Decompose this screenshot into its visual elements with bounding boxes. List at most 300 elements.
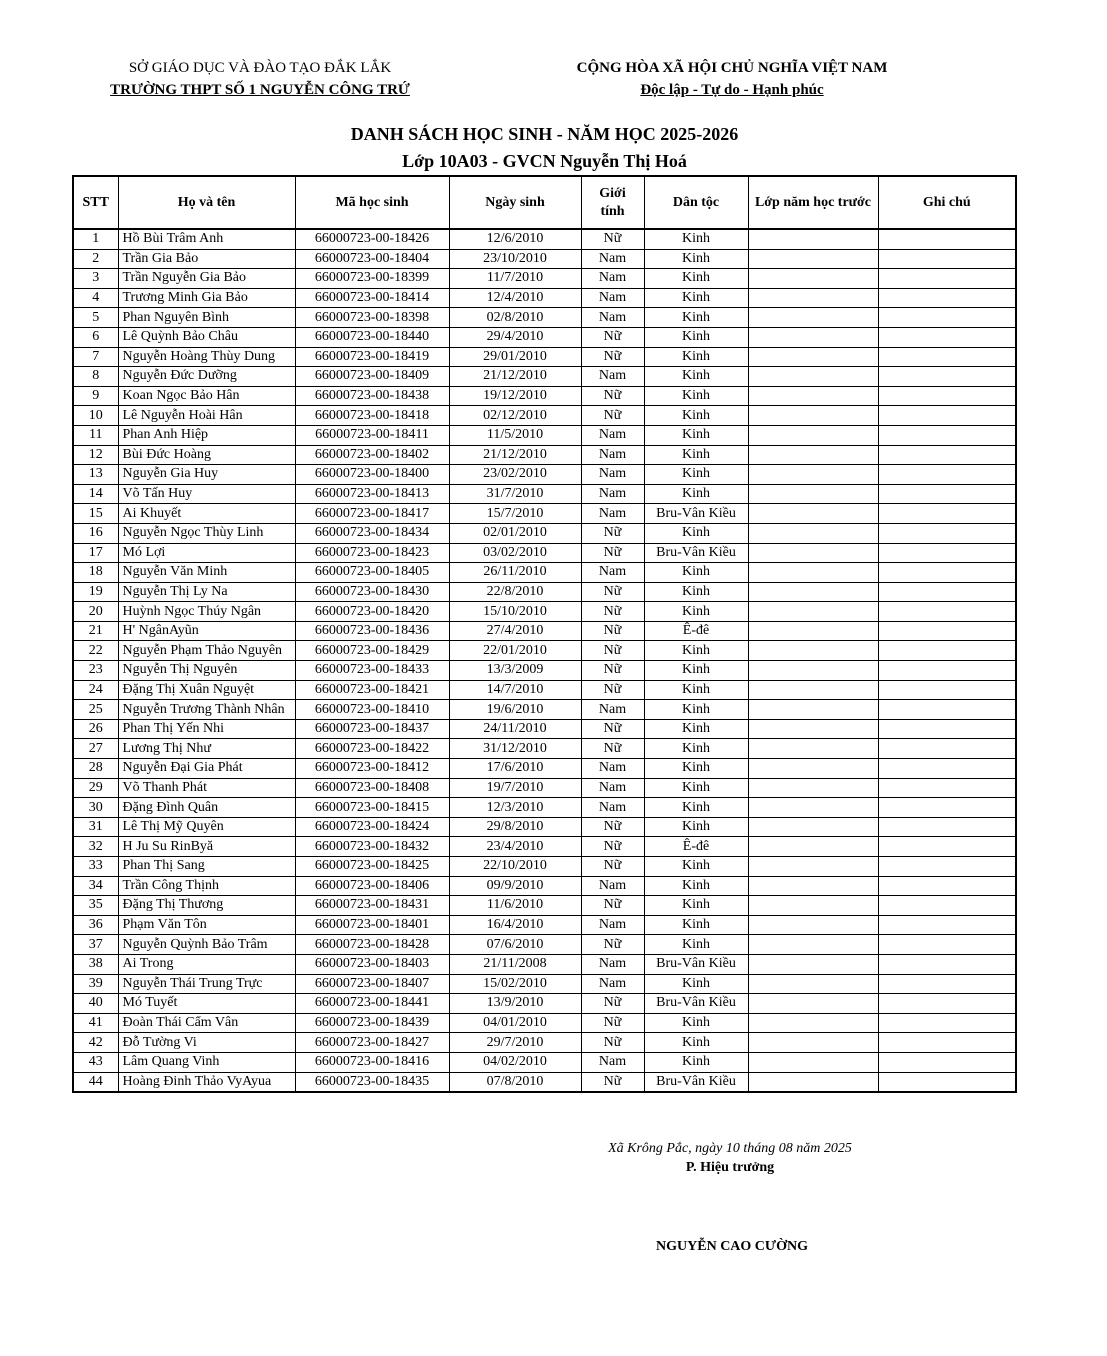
cell-birth-date: 29/7/2010 (449, 1033, 581, 1053)
table-row (73, 563, 1016, 583)
cell-ethnicity: Kinh (644, 327, 748, 347)
cell-student-code: 66000723-00-18399 (295, 269, 449, 289)
cell-student-code: 66000723-00-18441 (295, 994, 449, 1014)
table-row (73, 543, 1016, 563)
cell-student-code: 66000723-00-18419 (295, 347, 449, 367)
cell-previous-class (748, 367, 878, 387)
cell-gender: Nữ (581, 719, 644, 739)
cell-stt: 16 (73, 523, 118, 543)
cell-previous-class (748, 1013, 878, 1033)
cell-student-code: 66000723-00-18417 (295, 504, 449, 524)
cell-previous-class (748, 484, 878, 504)
cell-gender: Nam (581, 504, 644, 524)
cell-note (878, 798, 1016, 818)
cell-gender: Nữ (581, 386, 644, 406)
cell-full-name: Trần Công Thịnh (118, 876, 295, 896)
cell-ethnicity: Kinh (644, 817, 748, 837)
cell-previous-class (748, 1072, 878, 1092)
cell-full-name: Võ Tấn Huy (118, 484, 295, 504)
cell-birth-date: 11/7/2010 (449, 269, 581, 289)
cell-full-name: Nguyễn Thị Ly Na (118, 582, 295, 602)
cell-previous-class (748, 954, 878, 974)
cell-ethnicity: Kinh (644, 719, 748, 739)
cell-stt: 6 (73, 327, 118, 347)
table-row (73, 719, 1016, 739)
cell-student-code: 66000723-00-18407 (295, 974, 449, 994)
cell-note (878, 563, 1016, 583)
cell-student-code: 66000723-00-18410 (295, 700, 449, 720)
cell-gender: Nam (581, 798, 644, 818)
cell-note (878, 876, 1016, 896)
motto-line: Độc lập - Tự do - Hạnh phúc (640, 82, 824, 98)
cell-full-name: Nguyễn Phạm Thảo Nguyên (118, 641, 295, 661)
cell-full-name: Trần Nguyễn Gia Bảo (118, 269, 295, 289)
cell-gender: Nữ (581, 582, 644, 602)
col-header-previous-class: Lớp năm học trước (748, 176, 878, 229)
cell-full-name: Lương Thị Như (118, 739, 295, 759)
cell-birth-date: 19/7/2010 (449, 778, 581, 798)
cell-previous-class (748, 798, 878, 818)
cell-birth-date: 12/4/2010 (449, 288, 581, 308)
table-row (73, 504, 1016, 524)
cell-note (878, 954, 1016, 974)
cell-ethnicity: Bru-Vân Kiều (644, 954, 748, 974)
cell-gender: Nam (581, 367, 644, 387)
table-row (73, 582, 1016, 602)
cell-student-code: 66000723-00-18403 (295, 954, 449, 974)
cell-note (878, 367, 1016, 387)
cell-student-code: 66000723-00-18411 (295, 425, 449, 445)
table-row (73, 484, 1016, 504)
cell-gender: Nữ (581, 229, 644, 249)
cell-previous-class (748, 974, 878, 994)
cell-stt: 19 (73, 582, 118, 602)
cell-birth-date: 14/7/2010 (449, 680, 581, 700)
cell-birth-date: 15/7/2010 (449, 504, 581, 524)
cell-stt: 28 (73, 759, 118, 779)
cell-stt: 11 (73, 425, 118, 445)
cell-full-name: Nguyễn Thị Nguyên (118, 661, 295, 681)
cell-student-code: 66000723-00-18430 (295, 582, 449, 602)
cell-ethnicity: Kinh (644, 915, 748, 935)
cell-previous-class (748, 308, 878, 328)
cell-note (878, 582, 1016, 602)
cell-previous-class (748, 465, 878, 485)
country-name: CỘNG HÒA XÃ HỘI CHỦ NGHĨA VIỆT NAM (576, 60, 888, 76)
cell-birth-date: 23/4/2010 (449, 837, 581, 857)
col-header-birth-date: Ngày sinh (449, 176, 581, 229)
cell-previous-class (748, 935, 878, 955)
cell-full-name: Nguyễn Đức Dưỡng (118, 367, 295, 387)
cell-student-code: 66000723-00-18436 (295, 621, 449, 641)
cell-birth-date: 02/12/2010 (449, 406, 581, 426)
cell-previous-class (748, 641, 878, 661)
cell-ethnicity: Kinh (644, 308, 748, 328)
cell-stt: 13 (73, 465, 118, 485)
cell-previous-class (748, 386, 878, 406)
cell-note (878, 249, 1016, 269)
cell-full-name: Phan Thị Sang (118, 857, 295, 877)
cell-student-code: 66000723-00-18398 (295, 308, 449, 328)
cell-stt: 2 (73, 249, 118, 269)
cell-full-name: Đặng Đình Quân (118, 798, 295, 818)
cell-birth-date: 29/01/2010 (449, 347, 581, 367)
table-row (73, 602, 1016, 622)
national-motto (532, 57, 932, 101)
cell-gender: Nữ (581, 641, 644, 661)
cell-ethnicity: Bru-Vân Kiều (644, 504, 748, 524)
cell-student-code: 66000723-00-18439 (295, 1013, 449, 1033)
cell-note (878, 817, 1016, 837)
cell-gender: Nữ (581, 661, 644, 681)
cell-previous-class (748, 876, 878, 896)
cell-student-code: 66000723-00-18404 (295, 249, 449, 269)
cell-birth-date: 11/6/2010 (449, 896, 581, 916)
cell-stt: 37 (73, 935, 118, 955)
table-row (73, 1033, 1016, 1053)
cell-stt: 15 (73, 504, 118, 524)
cell-ethnicity: Kinh (644, 347, 748, 367)
cell-gender: Nam (581, 915, 644, 935)
cell-full-name: Đặng Thị Thương (118, 896, 295, 916)
cell-ethnicity: Kinh (644, 700, 748, 720)
cell-ethnicity: Kinh (644, 896, 748, 916)
cell-previous-class (748, 1052, 878, 1072)
cell-ethnicity: Kinh (644, 523, 748, 543)
table-row (73, 523, 1016, 543)
cell-birth-date: 12/3/2010 (449, 798, 581, 818)
cell-previous-class (748, 759, 878, 779)
cell-ethnicity: Kinh (644, 406, 748, 426)
cell-full-name: Mó Tuyết (118, 994, 295, 1014)
cell-previous-class (748, 523, 878, 543)
cell-gender: Nữ (581, 935, 644, 955)
table-row (73, 857, 1016, 877)
cell-stt: 1 (73, 229, 118, 249)
cell-student-code: 66000723-00-18434 (295, 523, 449, 543)
cell-ethnicity: Kinh (644, 249, 748, 269)
table-row (73, 621, 1016, 641)
cell-previous-class (748, 406, 878, 426)
cell-note (878, 484, 1016, 504)
cell-ethnicity: Kinh (644, 680, 748, 700)
cell-note (878, 386, 1016, 406)
cell-note (878, 1033, 1016, 1053)
table-row (73, 778, 1016, 798)
cell-note (878, 347, 1016, 367)
cell-previous-class (748, 915, 878, 935)
cell-gender: Nữ (581, 680, 644, 700)
cell-stt: 20 (73, 602, 118, 622)
cell-student-code: 66000723-00-18400 (295, 465, 449, 485)
cell-full-name: Đỗ Tường Vi (118, 1033, 295, 1053)
cell-student-code: 66000723-00-18406 (295, 876, 449, 896)
cell-gender: Nữ (581, 621, 644, 641)
cell-birth-date: 22/01/2010 (449, 641, 581, 661)
cell-previous-class (748, 269, 878, 289)
table-row (73, 249, 1016, 269)
cell-birth-date: 02/8/2010 (449, 308, 581, 328)
cell-gender: Nam (581, 484, 644, 504)
table-body (73, 229, 1016, 1092)
cell-stt: 9 (73, 386, 118, 406)
table-row (73, 935, 1016, 955)
cell-ethnicity: Kinh (644, 425, 748, 445)
cell-previous-class (748, 425, 878, 445)
cell-student-code: 66000723-00-18433 (295, 661, 449, 681)
cell-full-name: Trần Gia Bảo (118, 249, 295, 269)
table-row (73, 425, 1016, 445)
cell-stt: 22 (73, 641, 118, 661)
cell-note (878, 1052, 1016, 1072)
cell-ethnicity: Kinh (644, 484, 748, 504)
table-row (73, 347, 1016, 367)
cell-student-code: 66000723-00-18408 (295, 778, 449, 798)
cell-note (878, 700, 1016, 720)
cell-full-name: Đoàn Thái Cẩm Vân (118, 1013, 295, 1033)
cell-full-name: Mó Lợi (118, 543, 295, 563)
cell-ethnicity: Kinh (644, 563, 748, 583)
cell-birth-date: 22/8/2010 (449, 582, 581, 602)
cell-previous-class (748, 445, 878, 465)
table-row (73, 1052, 1016, 1072)
cell-previous-class (748, 739, 878, 759)
cell-ethnicity: Kinh (644, 367, 748, 387)
col-header-ethnicity: Dân tộc (644, 176, 748, 229)
cell-ethnicity: Kinh (644, 582, 748, 602)
cell-ethnicity: Kinh (644, 288, 748, 308)
cell-student-code: 66000723-00-18420 (295, 602, 449, 622)
cell-birth-date: 02/01/2010 (449, 523, 581, 543)
cell-stt: 27 (73, 739, 118, 759)
cell-birth-date: 23/10/2010 (449, 249, 581, 269)
cell-stt: 4 (73, 288, 118, 308)
cell-student-code: 66000723-00-18402 (295, 445, 449, 465)
cell-stt: 43 (73, 1052, 118, 1072)
table-row (73, 759, 1016, 779)
cell-birth-date: 19/12/2010 (449, 386, 581, 406)
cell-note (878, 504, 1016, 524)
cell-birth-date: 04/01/2010 (449, 1013, 581, 1033)
cell-birth-date: 31/7/2010 (449, 484, 581, 504)
cell-stt: 14 (73, 484, 118, 504)
table-row (73, 1013, 1016, 1033)
cell-stt: 25 (73, 700, 118, 720)
cell-note (878, 269, 1016, 289)
cell-birth-date: 19/6/2010 (449, 700, 581, 720)
cell-full-name: Hồ Bùi Trâm Anh (118, 229, 295, 249)
student-table (72, 175, 1017, 1093)
cell-birth-date: 15/02/2010 (449, 974, 581, 994)
cell-note (878, 759, 1016, 779)
cell-birth-date: 21/12/2010 (449, 445, 581, 465)
cell-stt: 30 (73, 798, 118, 818)
cell-gender: Nam (581, 563, 644, 583)
cell-full-name: Lê Thị Mỹ Quyên (118, 817, 295, 837)
cell-birth-date: 22/10/2010 (449, 857, 581, 877)
cell-ethnicity: Kinh (644, 876, 748, 896)
cell-note (878, 680, 1016, 700)
cell-note (878, 288, 1016, 308)
cell-student-code: 66000723-00-18401 (295, 915, 449, 935)
cell-full-name: Nguyễn Trương Thành Nhân (118, 700, 295, 720)
cell-ethnicity: Kinh (644, 445, 748, 465)
table-row (73, 386, 1016, 406)
cell-previous-class (748, 700, 878, 720)
cell-note (878, 465, 1016, 485)
cell-birth-date: 29/8/2010 (449, 817, 581, 837)
table-row (73, 1072, 1016, 1092)
cell-student-code: 66000723-00-18414 (295, 288, 449, 308)
table-row (73, 641, 1016, 661)
cell-previous-class (748, 857, 878, 877)
cell-student-code: 66000723-00-18405 (295, 563, 449, 583)
cell-birth-date: 09/9/2010 (449, 876, 581, 896)
cell-stt: 26 (73, 719, 118, 739)
cell-student-code: 66000723-00-18426 (295, 229, 449, 249)
cell-ethnicity: Ê-đê (644, 621, 748, 641)
cell-note (878, 523, 1016, 543)
cell-birth-date: 13/9/2010 (449, 994, 581, 1014)
cell-ethnicity: Kinh (644, 1033, 748, 1053)
cell-birth-date: 17/6/2010 (449, 759, 581, 779)
cell-student-code: 66000723-00-18409 (295, 367, 449, 387)
cell-note (878, 915, 1016, 935)
cell-full-name: Phạm Văn Tôn (118, 915, 295, 935)
cell-full-name: Nguyễn Thái Trung Trực (118, 974, 295, 994)
cell-stt: 34 (73, 876, 118, 896)
cell-student-code: 66000723-00-18432 (295, 837, 449, 857)
cell-note (878, 602, 1016, 622)
cell-note (878, 445, 1016, 465)
cell-ethnicity: Kinh (644, 974, 748, 994)
cell-gender: Nữ (581, 896, 644, 916)
cell-birth-date: 16/4/2010 (449, 915, 581, 935)
cell-gender: Nữ (581, 347, 644, 367)
table-row (73, 288, 1016, 308)
cell-gender: Nam (581, 974, 644, 994)
cell-note (878, 974, 1016, 994)
cell-student-code: 66000723-00-18418 (295, 406, 449, 426)
cell-stt: 17 (73, 543, 118, 563)
cell-birth-date: 12/6/2010 (449, 229, 581, 249)
cell-note (878, 719, 1016, 739)
cell-student-code: 66000723-00-18415 (295, 798, 449, 818)
cell-note (878, 994, 1016, 1014)
cell-note (878, 857, 1016, 877)
cell-full-name: Nguyễn Quỳnh Bảo Trâm (118, 935, 295, 955)
cell-full-name: Nguyễn Gia Huy (118, 465, 295, 485)
cell-gender: Nữ (581, 1072, 644, 1092)
cell-full-name: Đặng Thị Xuân Nguyệt (118, 680, 295, 700)
cell-birth-date: 26/11/2010 (449, 563, 581, 583)
cell-previous-class (748, 661, 878, 681)
cell-gender: Nam (581, 445, 644, 465)
col-header-student-code: Mã học sinh (295, 176, 449, 229)
cell-stt: 35 (73, 896, 118, 916)
cell-note (878, 229, 1016, 249)
table-row (73, 327, 1016, 347)
cell-birth-date: 07/6/2010 (449, 935, 581, 955)
cell-student-code: 66000723-00-18438 (295, 386, 449, 406)
col-header-stt: STT (73, 176, 118, 229)
cell-gender: Nữ (581, 406, 644, 426)
issuing-authority (60, 57, 460, 101)
cell-full-name: Ai Khuyết (118, 504, 295, 524)
cell-ethnicity: Kinh (644, 778, 748, 798)
cell-ethnicity: Kinh (644, 661, 748, 681)
cell-ethnicity: Kinh (644, 1052, 748, 1072)
cell-ethnicity: Bru-Vân Kiều (644, 994, 748, 1014)
cell-ethnicity: Bru-Vân Kiều (644, 1072, 748, 1092)
cell-previous-class (748, 719, 878, 739)
cell-ethnicity: Kinh (644, 641, 748, 661)
signer-name: NGUYỄN CAO CƯỜNG (656, 1239, 808, 1254)
cell-birth-date: 21/11/2008 (449, 954, 581, 974)
cell-stt: 44 (73, 1072, 118, 1092)
cell-student-code: 66000723-00-18416 (295, 1052, 449, 1072)
cell-previous-class (748, 288, 878, 308)
cell-stt: 5 (73, 308, 118, 328)
cell-student-code: 66000723-00-18437 (295, 719, 449, 739)
cell-previous-class (748, 582, 878, 602)
cell-ethnicity: Kinh (644, 1013, 748, 1033)
class-subtitle: Lớp 10A03 - GVCN Nguyễn Thị Hoá (402, 151, 687, 171)
cell-gender: Nữ (581, 857, 644, 877)
cell-ethnicity: Kinh (644, 759, 748, 779)
cell-note (878, 661, 1016, 681)
cell-previous-class (748, 680, 878, 700)
cell-gender: Nam (581, 269, 644, 289)
school-name: TRƯỜNG THPT SỐ 1 NGUYỄN CÔNG TRỨ (110, 82, 410, 98)
cell-ethnicity: Kinh (644, 857, 748, 877)
cell-stt: 21 (73, 621, 118, 641)
table-row (73, 739, 1016, 759)
cell-note (878, 739, 1016, 759)
cell-stt: 12 (73, 445, 118, 465)
cell-ethnicity: Kinh (644, 602, 748, 622)
cell-student-code: 66000723-00-18421 (295, 680, 449, 700)
cell-gender: Nam (581, 249, 644, 269)
table-row (73, 876, 1016, 896)
cell-full-name: Lê Quỳnh Bảo Châu (118, 327, 295, 347)
cell-ethnicity: Kinh (644, 386, 748, 406)
cell-birth-date: 11/5/2010 (449, 425, 581, 445)
cell-student-code: 66000723-00-18427 (295, 1033, 449, 1053)
cell-stt: 42 (73, 1033, 118, 1053)
cell-gender: Nam (581, 308, 644, 328)
cell-full-name: Võ Thanh Phát (118, 778, 295, 798)
cell-previous-class (748, 621, 878, 641)
col-header-note: Ghi chú (878, 176, 1016, 229)
cell-gender: Nam (581, 425, 644, 445)
table-row (73, 915, 1016, 935)
signer-role: P. Hiệu trưởng (685, 1160, 775, 1175)
cell-birth-date: 23/02/2010 (449, 465, 581, 485)
cell-previous-class (748, 327, 878, 347)
table-row (73, 798, 1016, 818)
cell-gender: Nữ (581, 994, 644, 1014)
cell-student-code: 66000723-00-18428 (295, 935, 449, 955)
cell-previous-class (748, 778, 878, 798)
cell-note (878, 1013, 1016, 1033)
cell-previous-class (748, 347, 878, 367)
cell-gender: Nữ (581, 602, 644, 622)
cell-previous-class (748, 543, 878, 563)
cell-student-code: 66000723-00-18424 (295, 817, 449, 837)
col-header-gender: Giới tính (581, 176, 644, 229)
cell-gender: Nữ (581, 817, 644, 837)
